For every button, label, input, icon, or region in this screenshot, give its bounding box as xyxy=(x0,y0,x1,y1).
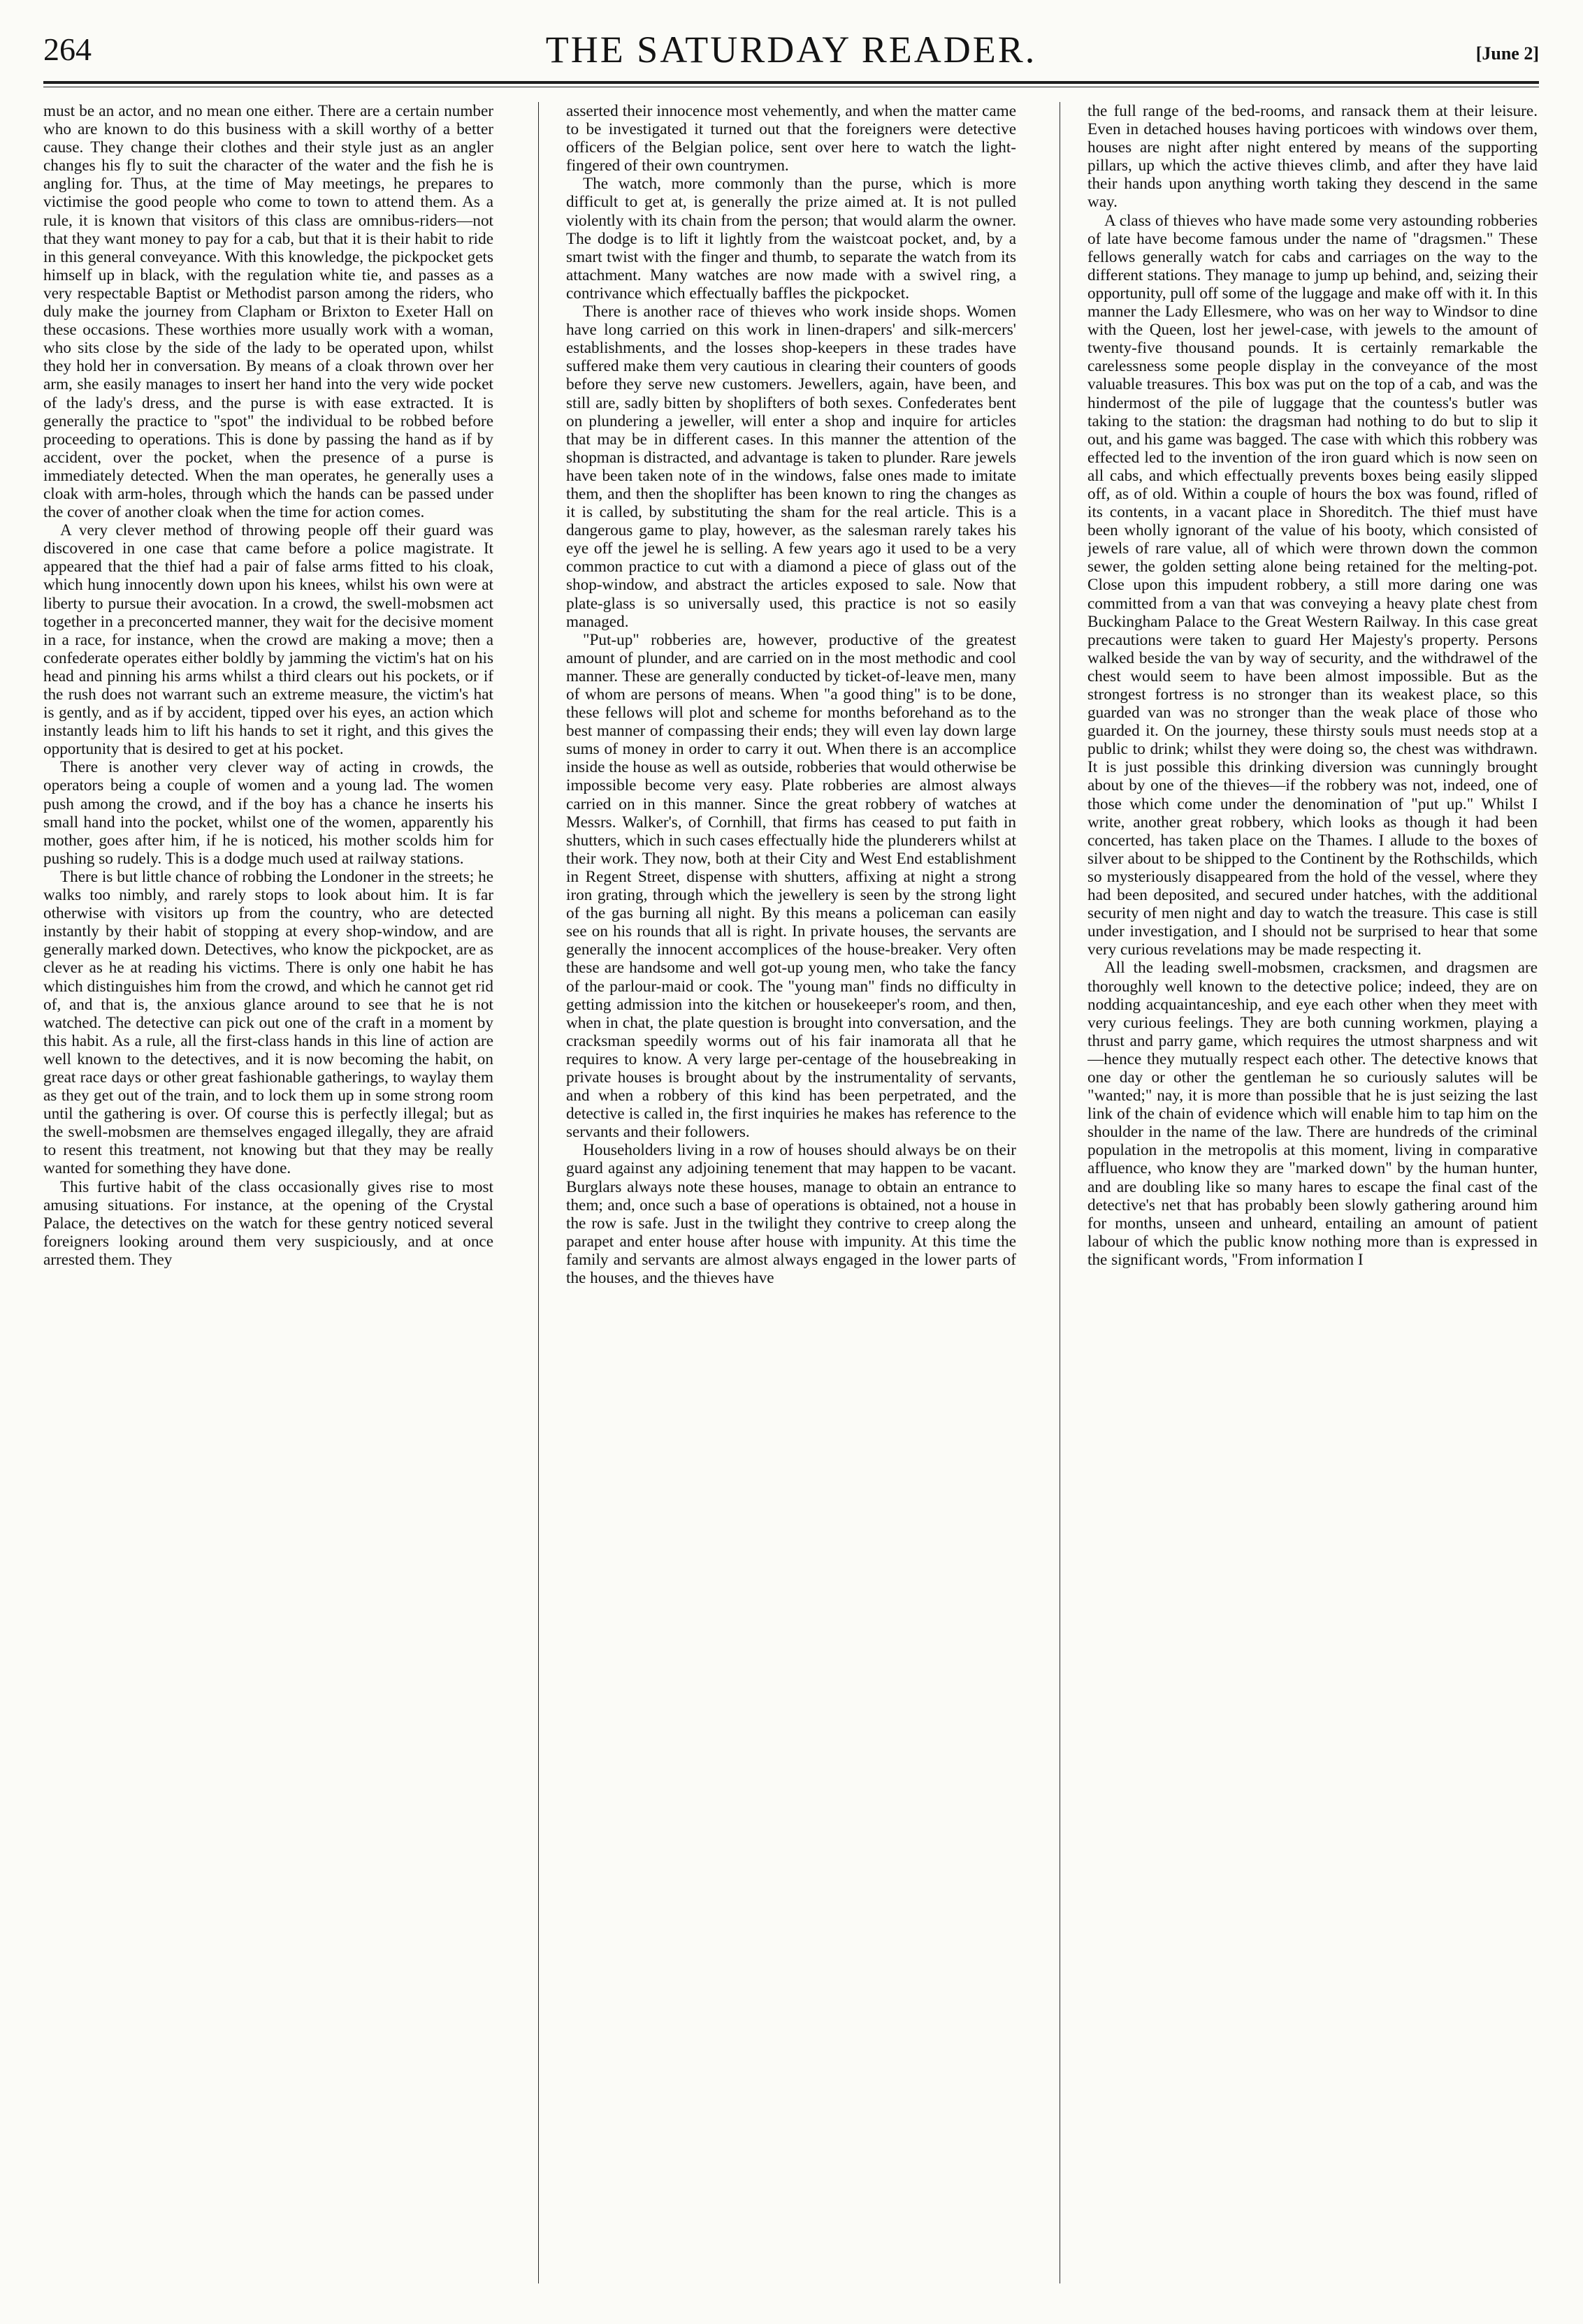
paragraph: There is another race of thieves who work inside shops. Women have long carried on this work in linen-drapers' and silk-mercers' establishments, and the losses shop-keepers in these trades have suffered make them very cautious in clearing their counters of goods before they serve new customers. Jewellers, again, have been, and still are, sadly bitten by shoplifters of both sexes. Confederates bent on plundering a jeweller, will enter a shop and inquire for articles that may be in different cases. In this manner the attention of the shopman is distracted, and advantage is taken to plunder. Rare jewels have been taken note of in the windows, false ones made to imitate them, and then the shoplifter has been known to ring the changes as it is called, by substituting the sham for the real article. This is a dangerous game to play, however, as the salesman rarely takes his eye off the jewel he is selling. A few years ago it used to be a very common practice to cut with a diamond a piece of glass out of the shop-window, and abstract the articles exposed to sale. Now that plate-glass is so universally used, this practice is not so easily managed. xyxy=(566,303,1016,631)
column-divider xyxy=(538,102,539,2283)
paragraph: the full range of the bed-rooms, and ransack them at their leisure. Even in detached houses having porticoes with windows over them, houses are night after night entered by means of the supporting pillars, up which the active thieves climb, and after they have laid their hands upon anything worth taking they descend in the same way. xyxy=(1087,102,1538,212)
paragraph: must be an actor, and no mean one either. There are a certain number who are known to do this business with a skill worthy of a better cause. They change their clothes and their style just as an angler changes his fly to suit the character of the water and the fish he is angling for. Thus, at the time of May meetings, he prepares to victimise the good people who come to town to attend them. As a rule, it is known that visitors of this class are omnibus-riders—not that they want money to pay for a cab, but that it is their habit to ride in this general conveyance. With this knowledge, the pickpocket gets himself up in black, with the regulation white tie, and passes as a very respectable Baptist or Methodist parson among the riders, who duly make the journey from Clapham or Brixton to Exeter Hall on these occasions. These worthies more usually work with a woman, who sits close by the side of the lady to be operated upon, whilst they hold her in conversation. By means of a cloak thrown over her arm, she easily manages to insert her hand into the very wide pocket of the lady's dress, and the purse is with ease extracted. It is generally the practice to "spot" the individual to be robbed before proceeding to operations. This is done by passing the hand as if by accident, over the pocket, when the presence of a purse is immediately detected. When the man operates, he generally uses a cloak with arm-holes, through which the hands can be passed under the cover of another cloak when the time for action comes. xyxy=(43,102,493,522)
paragraph: A class of thieves who have made some very astounding robberies of late have become famous under the name of "dragsmen." These fellows generally watch for cabs and carriages on the way to the different stations. They manage to jump up behind, and, seizing their opportunity, pull off some of the luggage and make off with it. In this manner the Lady Ellesmere, who was on her way to Windsor to dine with the Queen, lost her jewel-case, with jewels to the amount of twenty-five thousand pounds. It is certainly remarkable the carelessness some people display in the conveyance of the most valuable treasures. This box was put on the top of a cab, and was the hindermost of the pile of luggage that the countess's butler was taking to the station: the dragsman had nothing to do but to slip it out, and his game was bagged. The case with which this robbery was effected led to the invention of the iron guard which is now seen on all cabs, and which effectually prevents boxes being easily slipped off, as of old. Within a couple of hours the box was found, rifled of its contents, in a vacant place in Shoreditch. The thief must have been wholly ignorant of the value of his booty, which consisted of jewels of rare value, all of which were thrown down the common sewer, the golden setting alone being retained for the melting-pot. Close upon this impudent robbery, a still more daring one was committed from a van that was conveying a heavy plate chest from Buckingham Palace to the Great Western Railway. In this case great precautions were taken to guard Her Majesty's property. Persons walked beside the van by way of security, and the withdrawel of the chest would seem to have been almost impossible. But as the strongest fortress is no stronger than its weakest place, so this guarded van was no stronger than the weak place of those who guarded it. On the journey, these thirsty souls must needs stop at a public to drink; whilst they were doing so, the chest was withdrawn. It is just possible this drinking diversion was cunningly brought about by one of the thieves—if the robbery was not, indeed, one of those which come under the denomination of "put up." Whilst I write, another great robbery, which looks as though it had been concerted, has taken place on the Thames. I allude to the boxes of silver about to be shipped to the Continent by the Rothschilds, which so mysteriously disappeared from the hold of the vessel, where they had been deposited, and secured under hatches, with the additional security of men night and day to watch the treasure. This case is still under investigation, and I should not be surprised to hear that some very curious revelations may be made respecting it. xyxy=(1087,211,1538,959)
paragraph: A very clever method of throwing people off their guard was discovered in one case that came before a police magistrate. It appeared that the thief had a pair of false arms fitted to his cloak, which hung innocently down upon his knees, whilst his own were at liberty to pursue their avocation. In a crowd, the swell-mobsmen act together in a preconcerted manner, they wait for the decisive moment in a race, for instance, when the crowd are making a move; then a confederate operates either boldly by jamming the victim's hat on his head and pinning his arms whilst a third clears out his pockets, or if the rush does not warrant such an extreme measure, the victim's hat is gently, and as if by accident, tipped over his eyes, an action which instantly leads him to lift his hands to set it right, and this gives the opportunity that is desired to get at his pocket. xyxy=(43,521,493,759)
text-column-1 xyxy=(43,102,493,2289)
masthead-title: THE SATURDAY READER. xyxy=(545,29,1037,71)
header-rule-thick xyxy=(43,81,1539,84)
text-column-2 xyxy=(566,102,1016,2289)
page-header xyxy=(43,25,1539,85)
text-column-3 xyxy=(1087,102,1538,2289)
paragraph: Householders living in a row of houses should always be on their guard against any adjoining tenement that may happen to be vacant. Burglars always note these houses, manage to obtain an entrance to them; and, once such a base of operations is obtained, not a house in the row is safe. Just in the twilight they contrive to creep along the parapet and enter house after house with impunity. At this time the family and servants are almost always engaged in the lower parts of the houses, and the thieves have xyxy=(566,1141,1016,1287)
paragraph: asserted their innocence most vehemently, and when the matter came to be investigated it turned out that the foreigners were detective officers of the Belgian police, sent over here to watch the light-fingered of their own countrymen. xyxy=(566,102,1016,175)
page-number: 264 xyxy=(43,31,92,67)
paragraph: The watch, more commonly than the purse, which is more difficult to get at, is generally the prize aimed at. It is not pulled violently with its chain from the person; that would alarm the owner. The dodge is to lift it lightly from the waistcoat pocket, and, by a smart twist with the finger and thumb, to separate the watch from its attachment. Many watches are now made with a swivel ring, a contrivance which effectually baffles the pickpocket. xyxy=(566,175,1016,303)
paragraph: This furtive habit of the class occasionally gives rise to most amusing situations. For instance, at the opening of the Crystal Palace, the detectives on the watch for these gentry noticed several foreigners looking around them very suspiciously, and at once arrested them. They xyxy=(43,1177,493,1269)
issue-date: [June 2] xyxy=(1475,43,1539,64)
paragraph: "Put-up" robberies are, however, productive of the greatest amount of plunder, and are carried on in the most methodic and cool manner. These are generally conducted by ticket-of-leave men, many of whom are persons of means. When "a good thing" is to be done, these fellows will plot and scheme for months beforehand as to the best manner of compassing their ends; they will even lay down large sums of money in order to carry it out. When there is an accomplice inside the house as well as outside, robberies that would otherwise be impossible become very easy. Plate robberies are almost always carried on in this manner. Since the great robbery of watches at Messrs. Walker's, of Cornhill, that firms has ceased to put faith in shutters, which in such cases effectually hide the plunderers whilst at their work. They now, both at their City and West End establishment in Regent Street, dispense with shutters, affixing at night a strong iron grating, through which the jewellery is seen by the strong light of the gas burning all night. By this means a policeman can easily see on his rounds that all is right. In private houses, the servants are generally the innocent accomplices of the house-breaker. Very often these are handsome and well got-up young men, who take the fancy of the parlour-maid or cook. The "young man" finds no difficulty in getting admission into the kitchen or housekeeper's room, and then, when in chat, the plate question is brought into conversation, and the cracksman speedily worms out of his fair inamorata all that he requires to know. A very large per-centage of the housebreaking in private houses is brought about by the instrumentality of servants, and when a robbery of this kind has been perpetrated, and the detective is called in, the first inquiries he makes has reference to the servants and their followers. xyxy=(566,630,1016,1142)
paragraph: There is another very clever way of acting in crowds, the operators being a couple of women and a young lad. The women push among the crowd, and if the boy has a chance he inserts his small hand into the pocket, whilst one of the women, apparently his mother, goes after him, if he is noticed, his mother scolds him for pushing so rudely. This is a dodge much used at railway stations. xyxy=(43,758,493,868)
paragraph: There is but little chance of robbing the Londoner in the streets; he walks too nimbly, and rarely stops to look about him. It is far otherwise with visitors up from the country, who are detected instantly by their habit of stopping at every shop-window, and are generally marked down. Detectives, who know the pickpocket, are as clever as he at reading his victims. There is only one habit he has which distinguishes him from the crowd, and which he cannot get rid of, and that is, the anxious glance around to see that he is not watched. The detective can pick out one of the craft in a moment by this habit. As a rule, all the first-class hands in this line of action are well known to the detectives, and it is now becoming the habit, on great race days or other great fashionable gatherings, to waylay them as they get out of the train, and to lock them up in some strong room until the gathering is over. Of course this is perfectly illegal; but as the swell-mobsmen are themselves engaged illegally, they are afraid to resent this treatment, not knowing but that they may be really wanted for something they have done. xyxy=(43,867,493,1178)
paragraph: All the leading swell-mobsmen, cracksmen, and dragsmen are thoroughly well known to the detective police; indeed, they are on nodding acquaintanceship, and eye each other when they meet with very curious feelings. They are both cunning workmen, playing a thrust and parry game, which requires the utmost sharpness and wit—hence they mutually respect each other. The detective knows that one day or other the gentleman he so curiously salutes will be "wanted;" nay, it is more than possible that he is just seizing the last link of the chain of evidence which will enable him to tap him on the shoulder in the name of the law. There are hundreds of the criminal population in the metropolis at this moment, living in comparative affluence, who know they are "marked down" by the human hunter, and are doubling like so many hares to escape the final cast of the detective's net that has probably been slowly gathering around him for months, unseen and unheard, entailing an amount of patient labour of which the public know nothing more than is expressed in the significant words, "From information I xyxy=(1087,959,1538,1269)
